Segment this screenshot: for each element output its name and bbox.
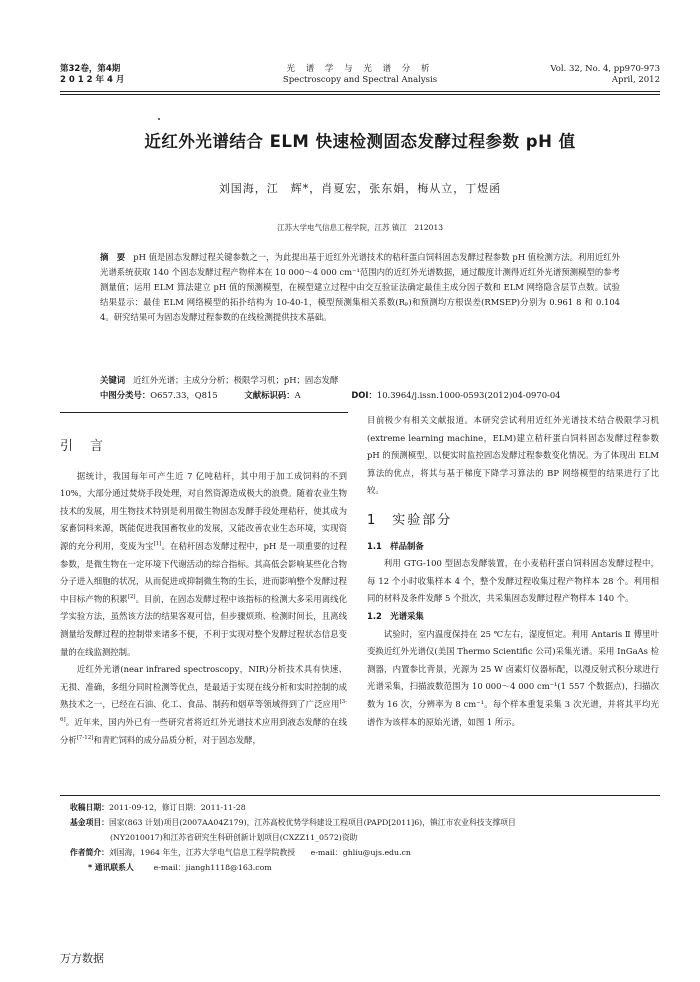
affiliation: 江苏大学电气信息工程学院，江苏 镇江 212013: [276, 223, 443, 232]
header-rule-thick: [60, 91, 660, 92]
clc-label: 中图分类号：: [100, 390, 151, 400]
classification-line: [100, 388, 620, 402]
citation: [2]: [127, 593, 136, 600]
author-note: [70, 845, 660, 860]
corresponding-label: * 通讯联系人: [88, 863, 134, 872]
section-1-heading: 1 实验部分: [367, 512, 453, 528]
header-date-en: April, 2012: [611, 75, 660, 85]
header-journal-en: Spectroscopy and Spectral Analysis: [282, 75, 438, 85]
intro-heading: 引 言: [60, 439, 106, 454]
header-volume-zh: 第32卷，第4期: [60, 64, 121, 74]
keywords-label: 关键词: [100, 375, 126, 385]
subsection-1-1-heading: 1.1 样品制备: [367, 540, 424, 551]
intro-p2-text: 近红外光谱(near infrared spectroscopy，NIR)分析技术具有快速、无损、准确，多组分同时检测等优点，是最适于实现在线分析和实时控制的成熟技术之一，已经在石油、化工、食品、制药和烟草等领域得到了广泛应用: [60, 664, 347, 710]
running-header: [60, 64, 660, 90]
fund-label: 基金项目：: [70, 818, 109, 827]
header-journal-zh: 光 谱 学 与 光 谱 分 析: [286, 64, 434, 74]
paper-title: 近红外光谱结合 ELM 快速检测固态发酵过程参数 pH 值: [144, 132, 576, 151]
doi-value: 10.3964/j.issn.1000-0593(2012)04-0970-04: [376, 390, 561, 400]
right-column: [367, 412, 659, 731]
intro-p2b-text: 。近年来，国内外已有一些研究者将近红外光谱技术应用到液态发酵的在线分析: [60, 716, 347, 745]
fund-note-continued: (NY2010017)和江苏省研究生科研创新计划项目(CXZZ11_0572)资助: [110, 833, 358, 842]
spacer: [367, 530, 659, 538]
author-list: 刘国海，江 辉*，肖夏宏，张东娟，梅从立，丁煜函: [218, 182, 502, 195]
fund-note: [70, 815, 660, 830]
received-label: 收稿日期：: [70, 803, 109, 812]
doc-code-label: 文献标识码：: [244, 390, 295, 400]
keywords-line: [100, 373, 620, 387]
citation: [7-12]: [76, 734, 94, 741]
received-note: [70, 800, 660, 815]
intro-p1c-text: 。目前，在固态发酵过程中该指标的检测大多采用离线化学实验方法，虽然该方法的结果客观可信，但步骤烦琐、检测时间长，且离线测量给发酵过程的控制带来诸多不便，不利于实现对整个发酵过程状态信息变量的在线监测控制。: [60, 593, 348, 657]
received-text: 2011-09-12，修订日期：2011-11-28: [108, 803, 246, 812]
doc-code-value: A: [294, 390, 301, 400]
intro-p1-text: 据统计，我国每年可产生近 7 亿吨秸秆，其中用于加工成饲料的不到 10%，大部分通过焚烧手段处理，对自然资源造成极大的浪费。随着农业生物技术的发展，用生物技术特别是利用微生物固态发酵手段处理秸秆，使其成为家畜饲料来源，既能促进我国畜牧业的发展，又能改善农业生态环境，实现资源的充分利用，变废为宝: [60, 470, 347, 551]
sample-prep-paragraph: 利用 GTG-100 型固态发酵装置，在小麦秸秆蛋白饲料固态发酵过程中，每 12 个小时收集样本 4 个，整个发酵过程收集过程产物样本 28 个。利用相同的材料及条件发酵 5 个批次，共采集固态发酵过程产物样本 140 个。: [367, 558, 659, 604]
spacer: [367, 500, 659, 512]
spectra-collection-paragraph: 试验时，室内温度保持在 25 ℃左右，湿度恒定。利用 Antaris Ⅱ 傅里叶变换近红外光谱仪(美国 Thermo Scientific 公司)采集光谱。采用 InGaAs 检测器，内置参比背景，光源为 25 W 卤素灯仪器标配，以漫反射式积分球进行光谱采集，扫描波数范围为 10 000～4 000 cm⁻¹(1 557 个数据点)，扫描次数为 16 次，分辨率为 8 cm⁻¹。每个样本重复采集 3 次光谱，并将其平均光谱作为该样本的原始光谱，如图 1 所示。: [367, 628, 659, 727]
header-right: [550, 64, 660, 86]
intro-p2c-text: 和青贮饲料的成分品质分析，对于固态发酵，: [93, 734, 261, 745]
keywords-text: 近红外光谱；主成分分析；极限学习机；pH；固态发酵: [133, 375, 339, 385]
fund-text: 国家(863 计划)项目(2007AA04Z179)，江苏高校优势学科建设工程项目(PAPD[2011]6)，镇江市农业科技支撑项目: [108, 818, 516, 827]
author-bio-text: 刘国海，1964 年生，江苏大学电气信息工程学院教授 e-mail：ghliu@ujs.edu.cn: [108, 848, 411, 857]
right-paragraph-1: 目前极少有相关文献报道。本研究尝试利用近红外光谱技术结合极限学习机(extreme learning machine，ELM)建立秸秆蛋白饲料固态发酵过程参数 pH 的预测模型，以便实时监控固态发酵过程参数变化情况。为了体现出 ELM 算法的优点，将其与基于梯度下降学习算法的 BP 网络模型的结果进行了比较。: [367, 415, 659, 496]
citation: [3-6]: [60, 699, 347, 724]
corresponding-note: [70, 860, 660, 875]
intro-p1b-text: 。在秸秆固态发酵过程中，pH 是一项重要的过程参数，是微生物在一定环境下代谢活动的综合指标。其高低会影响某些化合物分子进入细胞的状况，从而促进或抑制微生物的生长，进而影响整个发酵过程中目标产物的积累: [60, 540, 348, 604]
spacer: [60, 412, 347, 438]
abstract-text: pH 值是固态发酵过程关键参数之一，为此提出基于近红外光谱技术的秸秆蛋白饲料固态发酵过程参数 pH 值检测方法。利用近红外光谱系统获取 140 个固态发酵过程产物样本在 10 000～4 000 cm⁻¹范围内的近红外光谱数据，通过酸度计测得近红外光谱预测模型的参考测量值；运用 ELM 算法建立 pH 值的预测模型，在模型建立过程中由交互验证法确定最佳主成分因子数和 ELM 网络隐含层节点数。试验结果显示：最佳 ELM 网络模型的拓扑结构为 10-40-1，模型预测集相关系数(Rₚ)和预测均方根误差(RMSEP)分别为 0.961 8 和 0.104 4。研究结果可为固态发酵过程参数的在线检测提供技术基础。: [100, 252, 621, 322]
abstract-label: 摘 要: [100, 252, 126, 262]
abstract: [100, 250, 620, 325]
left-column: [60, 412, 347, 749]
header-volume-en: Vol. 32, No. 4, pp970-973: [550, 64, 660, 74]
subsection-1-2-heading: 1.2 光谱采集: [367, 610, 424, 621]
intro-paragraph-2: [60, 661, 347, 749]
footnote-rule: [60, 795, 660, 796]
header-rule-thin: [60, 94, 660, 95]
footnotes: [70, 800, 660, 875]
clc-value: O657.33，Q815: [150, 390, 218, 400]
citation: [1]: [153, 541, 162, 548]
author-bio-label: 作者简介：: [70, 848, 109, 857]
header-date-zh: 2 0 1 2 年 4 月: [60, 75, 125, 85]
intro-paragraph-1: [60, 468, 347, 662]
spacer: [60, 456, 347, 468]
speck-dot: [158, 118, 160, 120]
doi-label: DOI：: [351, 390, 377, 400]
watermark-text: 万方数据: [60, 952, 104, 965]
corresponding-email: e-mail：jiangh1118@163.com: [153, 863, 272, 872]
